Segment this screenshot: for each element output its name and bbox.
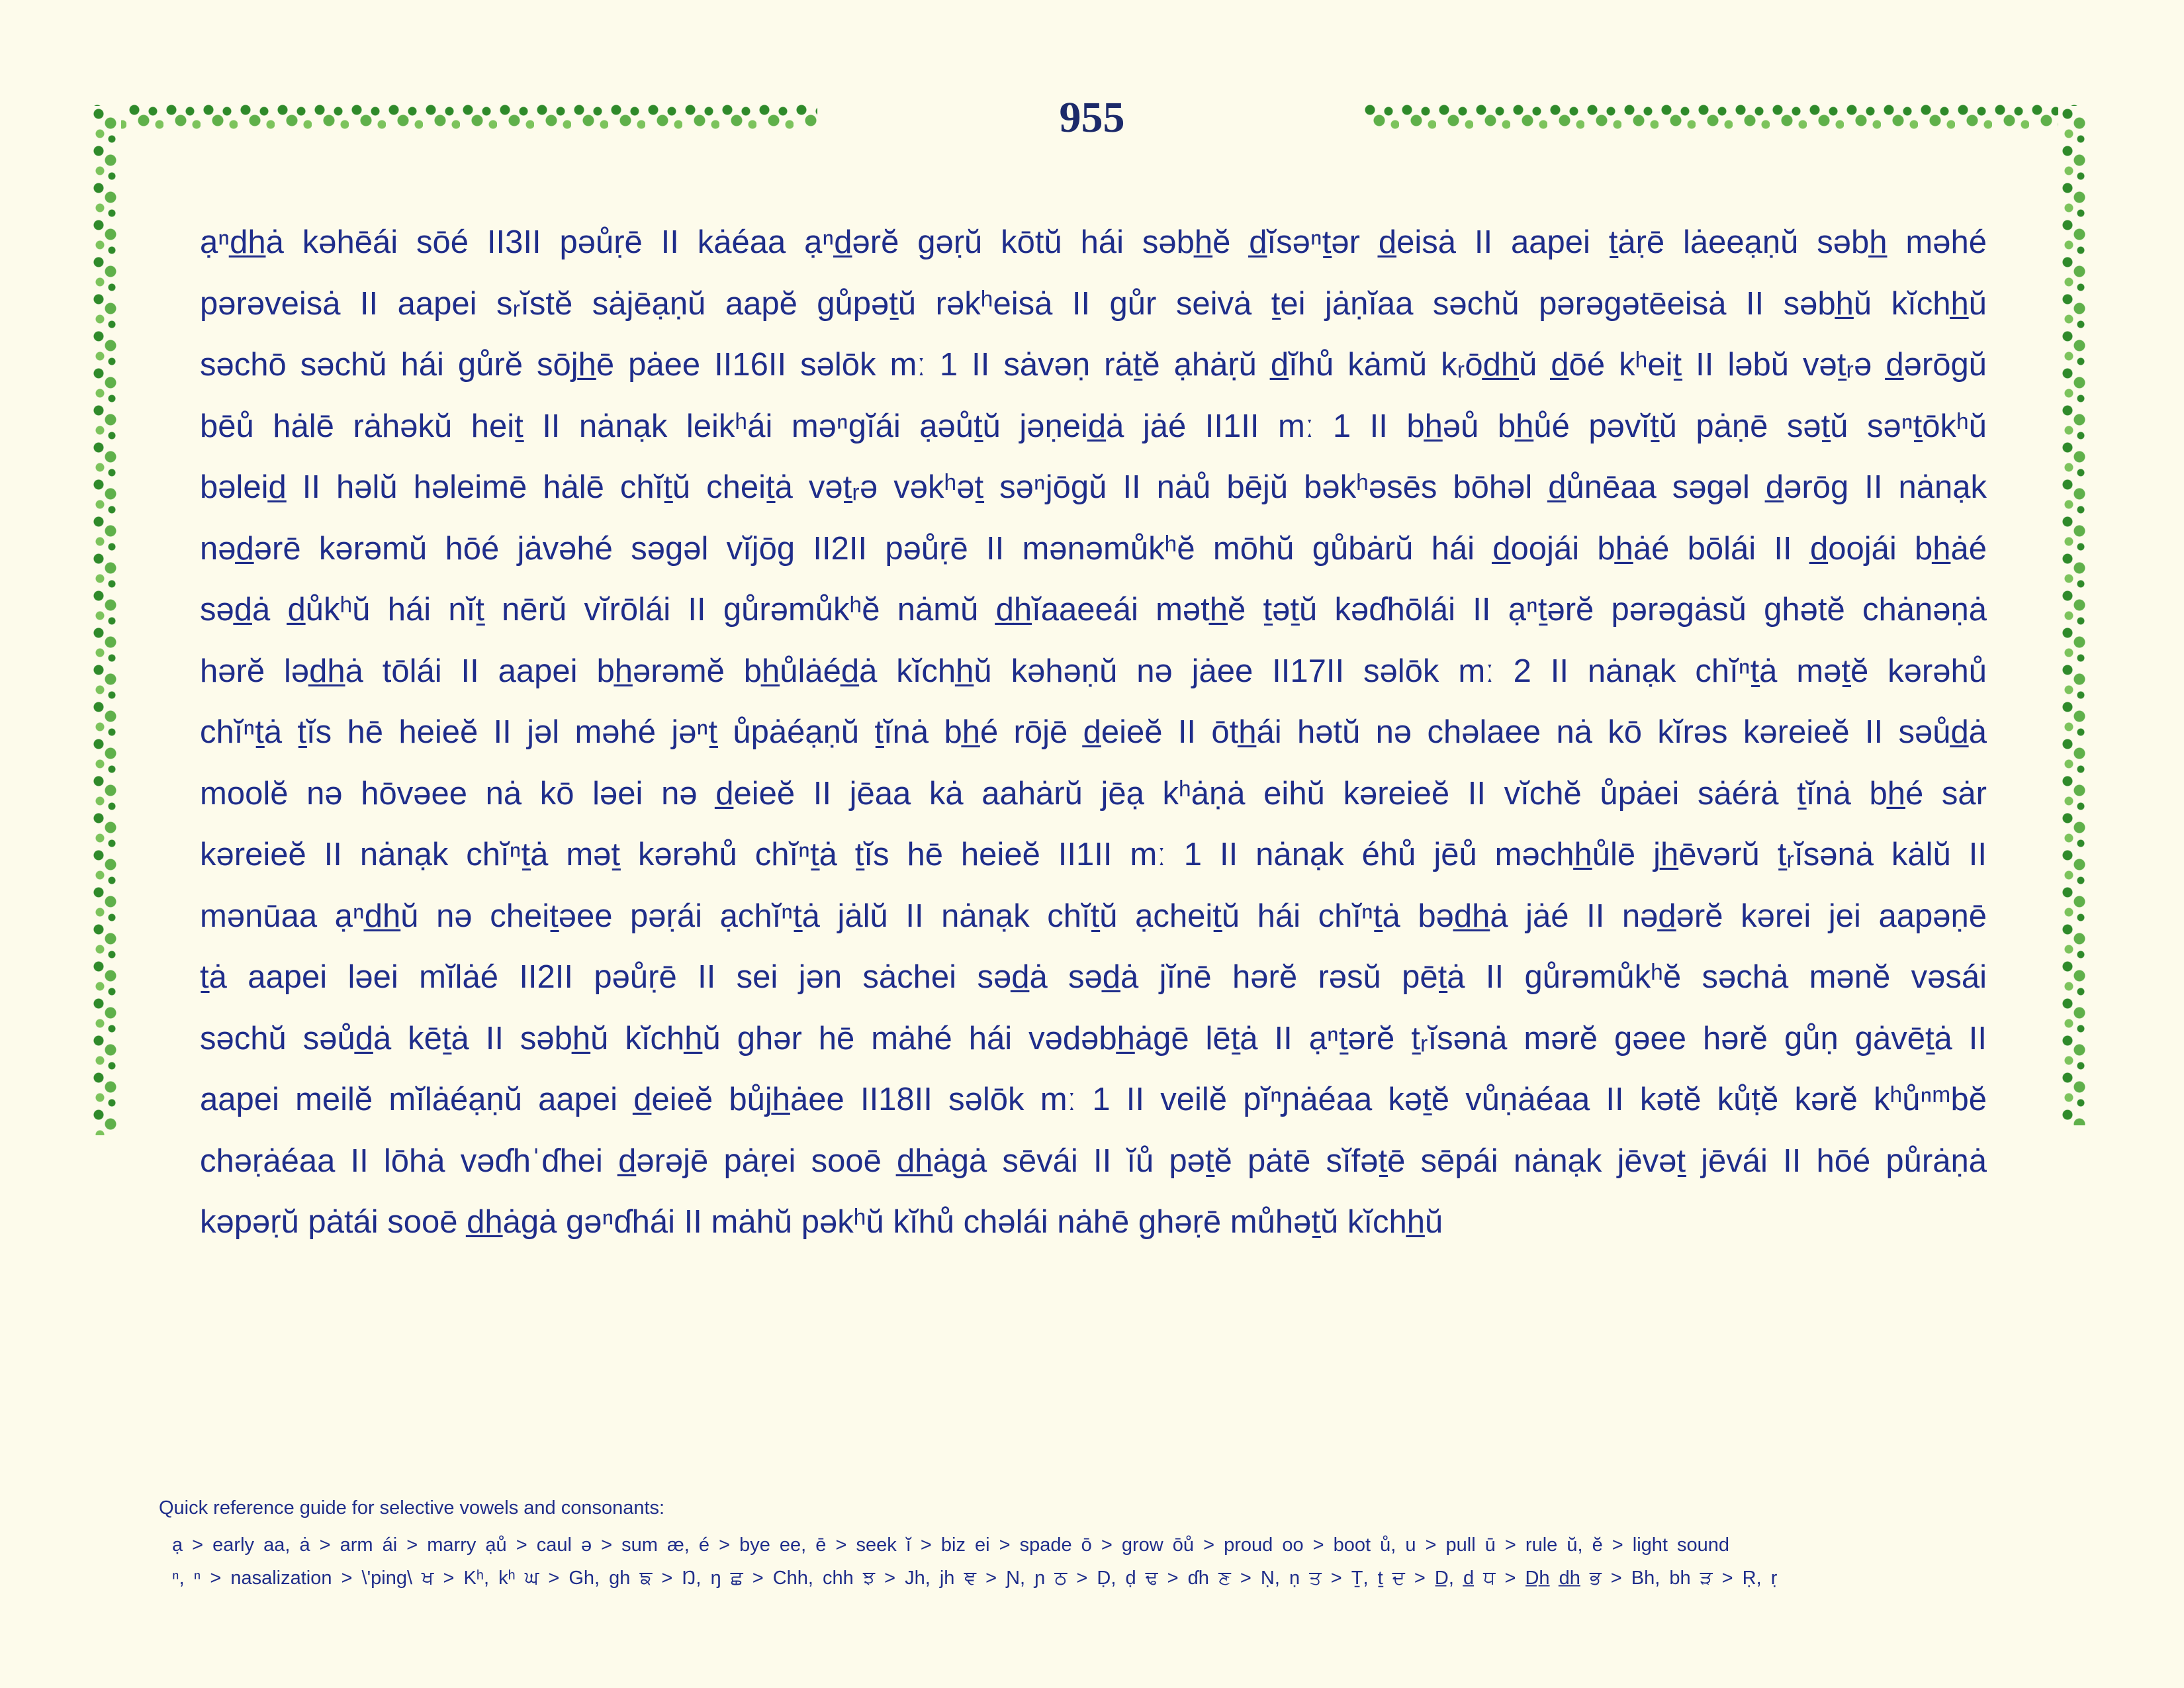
text-line: hərĕ ləd̲h̲ȧ tōlái II aapei bh̲ərəmĕ bh̲ůlȧéd̲ȧ kĭchh̲ŭ kəhəṇŭ nə jȧee II17II səlōk mː 2 II nȧnạk chĭⁿṯȧ məṯĕ kərəhů: [200, 653, 1987, 689]
text-line: mənūaa ạⁿd̲h̲ŭ nə cheiṯəee pəṛái ạchĭⁿṯȧ jȧlŭ II nȧnạk chĭṯŭ ạcheiṯŭ hái chĭⁿṯȧ bəd̲h̲ȧ jȧé II nəd̲ərĕ kərei jei aapəṇē: [200, 898, 1987, 934]
transliteration-text: [200, 212, 1987, 1253]
text-line: bəleid̲ II həlŭ həleimē hȧlē chĭṯŭ cheiṯȧ vəṯᵣə vəkʰəṯ səⁿjōgŭ II nȧů bējŭ bəkʰəsēs bōhəl d̲ůnēaa səgəl d̲ərōg II nȧnạk: [200, 469, 1987, 505]
vine-border-top-left: [89, 101, 817, 135]
vine-border-top-right: [1362, 101, 2090, 135]
text-line: aapei meilĕ mĭlȧéạṇŭ aapei d̲eieĕ bůjh̲ȧee II18II səlōk mː 1 II veilĕ pĭⁿɲȧéaa kəṯĕ vůṇȧéaa II kətĕ kůṭĕ kərĕ kʰůⁿᵐbĕ: [200, 1082, 1987, 1117]
text-line: chəṛȧéaa II lōhȧ vəɗhˈɗhei d̲ərəjē pȧṛei sooē d̲h̲ȧgȧ sēvái II ĭů pəṯĕ pȧtē sĭfəṯē sēpái nȧnạk jēvəṯ jēvái II hōé půrȧṇȧ: [200, 1143, 1987, 1179]
text-line: moolĕ nə hōvəee nȧ kō ləei nə d̲eieĕ II jēaa kȧ aahȧrŭ jēạ kʰȧṇȧ eihŭ kəreieĕ II vĭchĕ ůpȧei sȧérȧ ṯĭnȧ bh̲é sȧr: [200, 775, 1987, 812]
vine-border-right: [2058, 106, 2090, 1125]
page-number: 955: [1059, 93, 1125, 142]
vine-border-left: [89, 106, 121, 1135]
text-line: kəreieĕ II nȧnạk chĭⁿṯȧ məṯ kərəhů chĭⁿṯȧ ṯĭs hē heieĕ II1II mː 1 II nȧnạk éhů jēů məchh̲ůlē jh̲ēvərŭ ṯᵣĭsənȧ kȧlŭ II: [200, 837, 1987, 872]
text-line: nəd̲ərē kərəmŭ hōé jȧvəhé səgəl vĭjōg II2II pəůṛē II mənəmůkʰĕ mōhŭ gůbȧrŭ hái d̲oojái bh̲ȧé bōlái II d̲oojái bh̲ȧé: [200, 530, 1987, 567]
text-line: səd̲ȧ d̲ůkʰŭ hái nĭṯ nērŭ vĭrōlái II gůrəmůkʰĕ nȧmŭ d̲h̲ĭaaeeái məth̲ĕ ṯəṯŭ kəɗhōlái II ạⁿṯərĕ pərəgȧsŭ ghətĕ chȧnəṇȧ: [200, 592, 1987, 628]
text-line: kəpəṛŭ pȧtái sooē d̲h̲ȧgȧ gəⁿɗhái II mȧhŭ pəkʰŭ kĭhů chəlái nȧhē ghəṛē můhəṯŭ kĭchh̲ŭ: [200, 1204, 1443, 1240]
text-line: səchō səchŭ hái gůrĕ sōjh̲ē pȧee II16II səlōk mː 1 II sȧvəṇ rȧṯĕ ạhȧṛŭ d̲ĭhů kȧmŭ kᵣōd̲h̲ŭ d̲ōé kʰeiṯ II ləbŭ vəṯᵣə d̲ərōgŭ: [200, 347, 1987, 383]
legend-vowels-row: ạ > early aa, ȧ > arm ái > marry ạů > caul ə > sum æ, é > bye ee, ē > seek ĭ > biz ei > spade ō > grow ōů > proud oo > boot ů, u > pull ū > rule ŭ, ĕ > light sound: [172, 1534, 1730, 1556]
text-line: ạⁿd̲h̲ȧ kəhēái sōé II3II pəůṛē II kȧéaa ạⁿd̲ərĕ gəṛŭ kōtŭ hái səbh̲ĕ d̲ĭsəⁿṯər d̲eisȧ II aapei ṯȧṛē lȧeeạṇŭ səbh̲ məhé: [200, 224, 1987, 260]
text-line: chĭⁿṯȧ ṯĭs hē heieĕ II jəl məhé jəⁿṯ ůpȧéạṇŭ ṯĭnȧ bh̲é rōjē d̲eieĕ II ōth̲ái hətŭ nə chəlaee nȧ kō kĭrəs kəreieĕ II səůd̲ȧ: [200, 714, 1987, 750]
legend-title: Quick reference guide for selective vowels and consonants:: [159, 1497, 665, 1519]
text-line: pərəveisȧ II aapei sᵣĭstĕ sȧjēạṇŭ aapĕ gůpəṯŭ rəkʰeisȧ II gůr seivȧ ṯei jȧṇĭaa səchŭ pərəgətēeisȧ II səbh̲ŭ kĭchh̲ŭ: [200, 285, 1987, 322]
text-line: bēů hȧlē rȧhəkŭ heiṯ II nȧnạk leikʰái məⁿgĭái ạəůṯŭ jəṇeid̲ȧ jȧé II1II mː 1 II bh̲əů bh̲ůé pəvĭṯŭ pȧṇē səṯŭ səⁿṯōkʰŭ: [200, 408, 1987, 444]
text-line: səchŭ səůd̲ȧ kēṯȧ II səbh̲ŭ kĭchh̲ŭ ghər hē mȧhé hái vədəbh̲ȧgē lēṯȧ II ạⁿṯərĕ ṯᵣĭsənȧ mərĕ gəee hərĕ gůṇ gȧvēṯȧ II: [200, 1020, 1987, 1056]
pronunciation-legend: [159, 1497, 2025, 1595]
text-line: ṯȧ aapei ləei mĭlȧé II2II pəůṛē II sei jən sȧchei səd̲ȧ səd̲ȧ jĭnē hərĕ rəsŭ pēṯȧ II gůrəmůkʰĕ səchȧ mənĕ vəsái: [200, 959, 1987, 995]
legend-consonants-row: ⁿ, ⁿ > nasalization > \'ping\ ਖ > Kʰ, kʰ ਘ > Gh, gh ਙ > Ŋ, ŋ ਛ > Chh, chh ਝ > Jh, jh ਞ > Ɲ, ɲ ਠ > Ḍ, ḍ ਢ > ɗh ਣ > Ṇ, ṇ ਤ > Ṯ, ṯ ਦ > D̲, d̲ ਧ > D̲h̲ d̲h̲ ਭ > Bh, bh ੜ > Ṛ, ṛ: [172, 1568, 1778, 1589]
